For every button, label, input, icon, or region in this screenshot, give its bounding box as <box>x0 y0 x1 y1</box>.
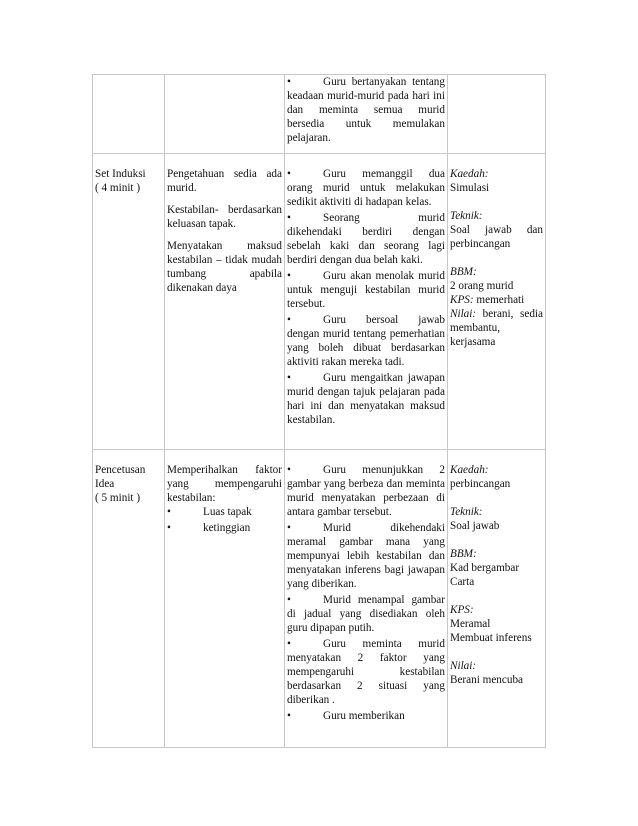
note-value: Nilai: berani, sedia membantu, kerjasama <box>450 308 543 348</box>
bullet-icon: • <box>287 314 291 326</box>
list-item: • ketinggian <box>167 522 251 534</box>
bullet-icon: • <box>287 522 291 534</box>
note-label: KPS: <box>450 604 474 616</box>
list-item: • Guru mengaitkan jawapan murid dengan tajuk pelajaran pada hari ini dan menyatakan maksud kestabilan. <box>287 372 445 426</box>
stage-title: Set Induksi <box>95 168 146 180</box>
list-item: • Guru meminta murid menyatakan 2 faktor yang mempengaruhi kestabilan berdasarkan 2 situasi yang diberikan . <box>287 638 445 706</box>
note-label: Kaedah: <box>450 168 489 180</box>
list-item: • Guru akan menolak murid untuk menguji kestabilan murid tersebut. <box>287 270 445 310</box>
bullet-icon: • <box>287 594 291 606</box>
stage-title: Pencetusan Idea <box>95 464 146 490</box>
stage-cell <box>93 154 165 450</box>
list-item: • Guru bersoal jawab dengan murid tentang pemerhatian yang boleh dibuat berdasarkan aktiviti rakan mereka tadi. <box>287 314 445 368</box>
note-value: Carta <box>450 576 475 588</box>
note-value: perbincangan <box>450 478 511 490</box>
notes-cell <box>448 75 546 154</box>
note-value: Soal jawab dan perbincangan <box>450 224 543 250</box>
content-text: Memperihalkan faktor yang mempengaruhi kestabilan: <box>167 464 282 504</box>
stage-cell <box>93 450 165 748</box>
content-text: Pengetahuan sedia ada murid. <box>167 168 282 194</box>
bullet-icon: • <box>287 212 291 224</box>
list-item: • Luas tapak <box>167 506 252 518</box>
list-item: • Seorang murid dikehendaki berdiri dengan sebelah kaki dan seorang lagi berdiri dengan dua belah kaki. <box>287 212 445 266</box>
note-label: Teknik: <box>450 506 483 518</box>
bullet-icon: • <box>167 506 171 518</box>
table-row <box>93 450 546 748</box>
notes-cell <box>448 154 546 450</box>
activity-cell <box>285 75 448 154</box>
note-label: Kaedah: <box>450 464 489 476</box>
stage-time: ( 5 minit ) <box>95 492 141 504</box>
notes-cell <box>448 450 546 748</box>
note-label: Teknik: <box>450 210 483 222</box>
list-item: • Guru memberikan <box>287 710 405 722</box>
activity-cell <box>285 450 448 748</box>
table-row <box>93 154 546 450</box>
content-cell <box>165 154 285 450</box>
note-value: Berani mencuba <box>450 674 523 686</box>
list-item: • Murid dikehendaki meramal gambar mana yang mempunyai lebih kestabilan dan menyatakan inferens bagi jawapan yang diberikan. <box>287 522 445 590</box>
note-value: Meramal <box>450 618 491 630</box>
note-value: Soal jawab <box>450 520 500 532</box>
lesson-plan-table <box>92 74 546 748</box>
stage-cell <box>93 75 165 154</box>
list-item: • Guru memanggil dua orang murid untuk melakukan sedikit aktiviti di hadapan kelas. <box>287 168 445 208</box>
bullet-icon: • <box>287 76 291 88</box>
note-value: 2 orang murid <box>450 280 514 292</box>
content-cell <box>165 450 285 748</box>
bullet-icon: • <box>287 464 291 476</box>
content-text: Kestabilan- berdasarkan keluasan tapak. <box>167 204 282 230</box>
note-value: KPS: memerhati <box>450 294 525 306</box>
content-cell <box>165 75 285 154</box>
note-label: Nilai: <box>450 660 477 672</box>
note-label: BBM: <box>450 548 477 560</box>
bullet-icon: • <box>287 638 291 650</box>
list-item: • Guru bertanyakan tentang keadaan murid-murid pada hari ini dan meminta semua murid bersedia untuk memulakan pelajaran. <box>287 76 445 144</box>
list-item: • Murid menampal gambar di jadual yang disediakan oleh guru dipapan putih. <box>287 594 445 634</box>
table-row <box>93 75 546 154</box>
bullet-icon: • <box>287 710 291 722</box>
bullet-icon: • <box>287 372 291 384</box>
note-label: BBM: <box>450 266 477 278</box>
activity-cell <box>285 154 448 450</box>
note-value: Simulasi <box>450 182 490 194</box>
content-text: Menyatakan maksud kestabilan – tidak mudah tumbang apabila dikenakan daya <box>167 240 282 294</box>
bullet-icon: • <box>287 270 291 282</box>
list-item: • Guru menunjukkan 2 gambar yang berbeza dan meminta murid menyatakan perbezaan di antara gambar tersebut. <box>287 464 445 518</box>
bullet-icon: • <box>167 522 171 534</box>
note-value: Kad bergambar <box>450 562 520 574</box>
note-value: Membuat inferens <box>450 632 532 644</box>
bullet-icon: • <box>287 168 291 180</box>
stage-time: ( 4 minit ) <box>95 182 141 194</box>
